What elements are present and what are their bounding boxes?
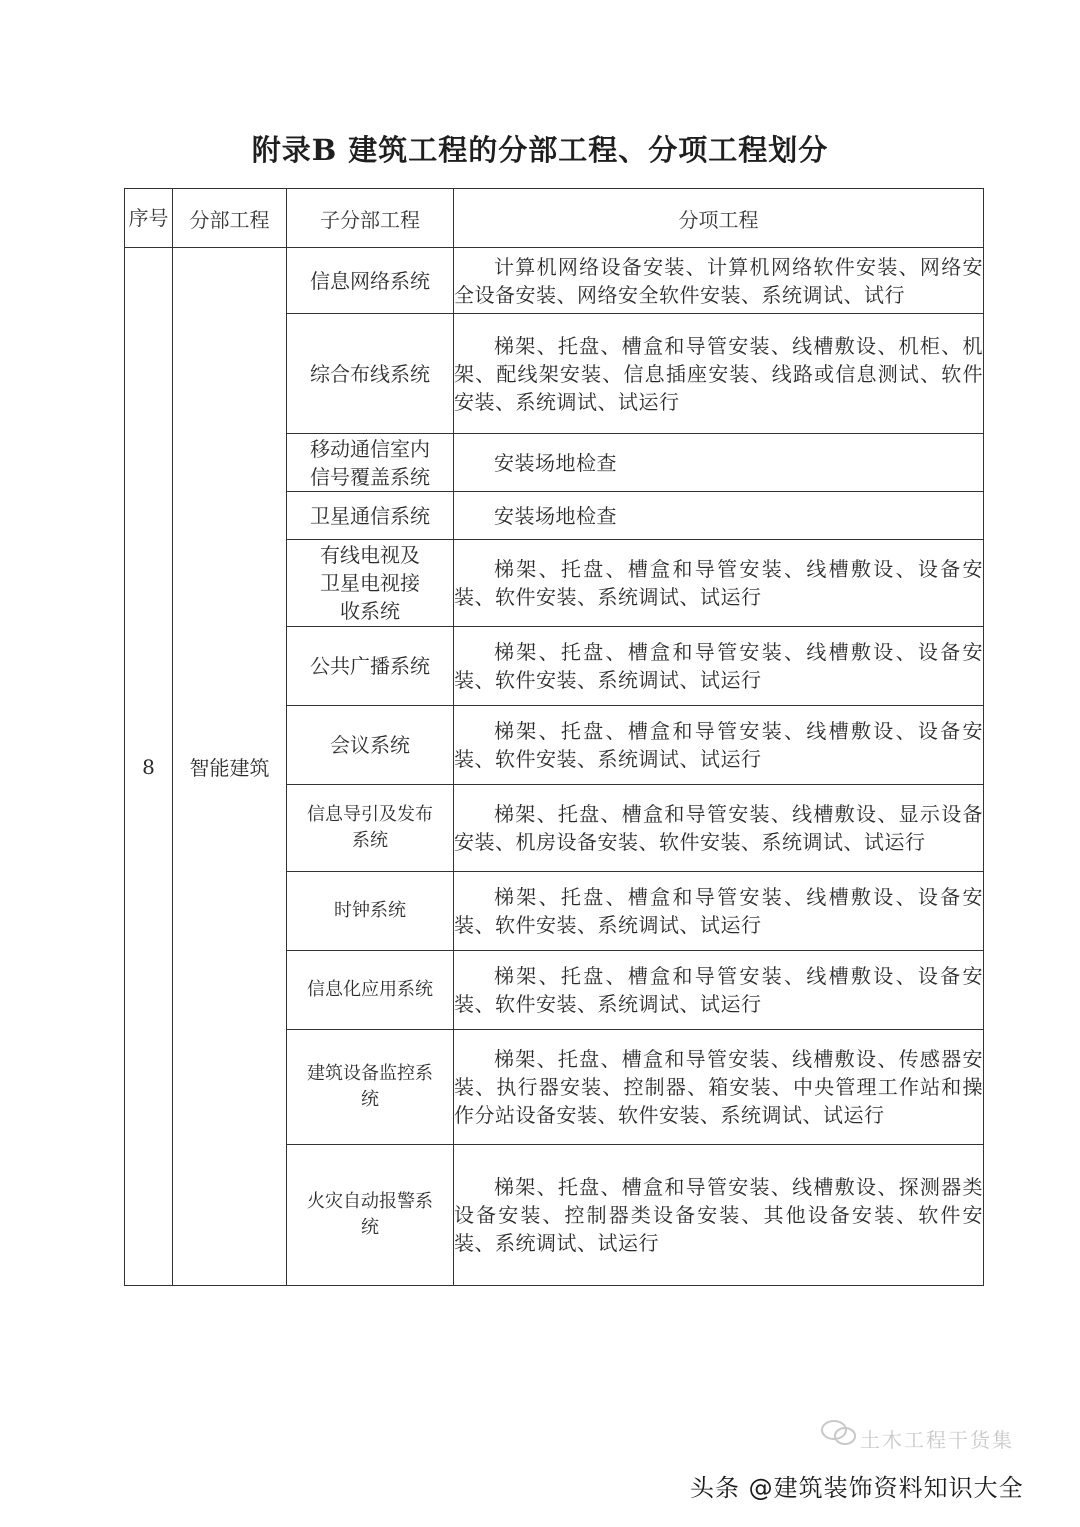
items-cell: 梯架、托盘、槽盒和导管安装、线槽敷设、设备安装、软件安装、系统调试、试运行 — [454, 872, 984, 951]
subdivision-cell: 综合布线系统 — [287, 314, 454, 434]
items-cell: 梯架、托盘、槽盒和导管安装、线槽敷设、显示设备安装、机房设备安装、软件安装、系统调试、试运行 — [454, 785, 984, 872]
table-row — [125, 248, 984, 314]
footer-credit: 头条 @建筑装饰资料知识大全 — [690, 1474, 1024, 1502]
watermark-text: 土木工程干货集 — [860, 1428, 1014, 1452]
subdivision-cell: 信息化应用系统 — [287, 951, 454, 1030]
items-cell: 梯架、托盘、槽盒和导管安装、线槽敷设、机柜、机架、配线架安装、信息插座安装、线路或信息测试、软件安装、系统调试、试运行 — [454, 314, 984, 434]
header-row — [125, 189, 984, 248]
division-cell: 智能建筑 — [173, 248, 287, 1286]
items-cell: 安装场地检查 — [454, 434, 984, 492]
subdivision-cell: 信息网络系统 — [287, 248, 454, 314]
wechat-icon — [820, 1418, 858, 1448]
items-cell: 梯架、托盘、槽盒和导管安装、线槽敷设、探测器类设备安装、控制器类设备安装、其他设备安装、软件安装、系统调试、试运行 — [454, 1145, 984, 1286]
header-seq: 序号 — [125, 189, 173, 248]
items-cell: 计算机网络设备安装、计算机网络软件安装、网络安全设备安装、网络安全软件安装、系统调试、试行 — [454, 248, 984, 314]
page-title: 附录B 建筑工程的分部工程、分项工程划分 — [251, 133, 829, 167]
subdivision-cell: 时钟系统 — [287, 872, 454, 951]
items-cell: 安装场地检查 — [454, 492, 984, 540]
items-cell: 梯架、托盘、槽盒和导管安装、线槽敷设、设备安装、软件安装、系统调试、试运行 — [454, 706, 984, 785]
subdivision-cell: 会议系统 — [287, 706, 454, 785]
division-table — [124, 188, 984, 1286]
items-cell: 梯架、托盘、槽盒和导管安装、线槽敷设、设备安装、软件安装、系统调试、试运行 — [454, 951, 984, 1030]
items-cell: 梯架、托盘、槽盒和导管安装、线槽敷设、传感器安装、执行器安装、控制器、箱安装、中央管理工作站和操作分站设备安装、软件安装、系统调试、试运行 — [454, 1030, 984, 1145]
items-cell: 梯架、托盘、槽盒和导管安装、线槽敷设、设备安装、软件安装、系统调试、试运行 — [454, 627, 984, 706]
subdivision-cell: 移动通信室内信号覆盖系统 — [287, 434, 454, 492]
subdivision-cell: 信息导引及发布系统 — [287, 785, 454, 872]
header-items: 分项工程 — [454, 189, 984, 248]
subdivision-cell: 建筑设备监控系统 — [287, 1030, 454, 1145]
header-division: 分部工程 — [173, 189, 287, 248]
subdivision-cell: 卫星通信系统 — [287, 492, 454, 540]
items-cell: 梯架、托盘、槽盒和导管安装、线槽敷设、设备安装、软件安装、系统调试、试运行 — [454, 540, 984, 627]
seq-cell: 8 — [125, 248, 173, 1286]
subdivision-cell: 有线电视及卫星电视接收系统 — [287, 540, 454, 627]
subdivision-cell: 火灾自动报警系统 — [287, 1145, 454, 1286]
header-subdivision: 子分部工程 — [287, 189, 454, 248]
subdivision-cell: 公共广播系统 — [287, 627, 454, 706]
